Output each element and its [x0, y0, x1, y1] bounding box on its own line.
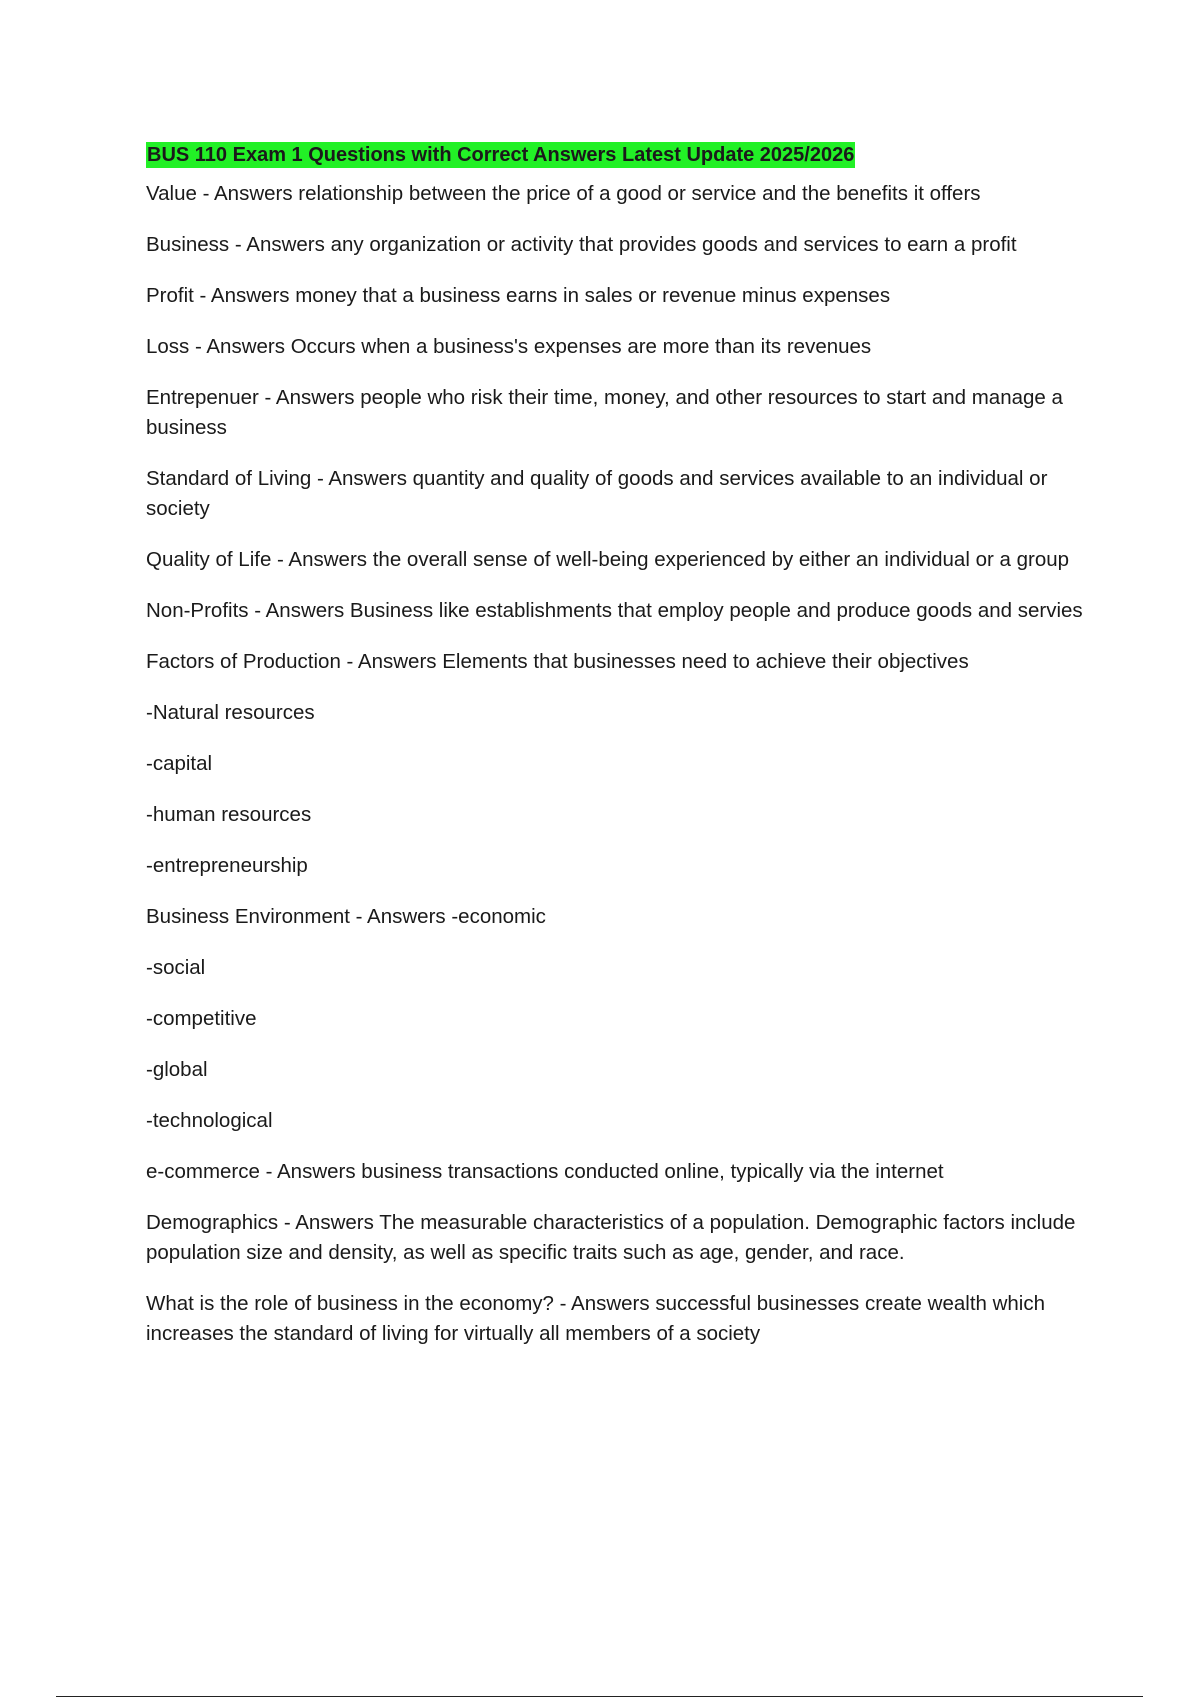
document-page: [146, 142, 1096, 1370]
list-item: -capital: [146, 752, 213, 775]
paragraph-profit: Profit - Answers money that a business earns in sales or revenue minus expenses: [146, 284, 891, 307]
paragraph-business: Business - Answers any organization or activity that provides goods and services to earn a profit: [146, 233, 1017, 256]
list-item: -human resources: [146, 803, 312, 826]
list-item: -entrepreneurship: [146, 854, 308, 877]
paragraph-e-commerce: e-commerce - Answers business transactions conducted online, typically via the internet: [146, 1160, 944, 1183]
page-bottom-divider: [56, 1696, 1143, 1697]
paragraph-loss: Loss - Answers Occurs when a business's expenses are more than its revenues: [146, 335, 872, 358]
paragraph-role-of-business: What is the role of business in the economy? - Answers successful businesses create wealth which increases the standard of living for virtually all members of a society: [146, 1292, 1046, 1345]
paragraph-non-profits: Non-Profits - Answers Business like establishments that employ people and produce goods and servies: [146, 599, 1083, 622]
document-title: BUS 110 Exam 1 Questions with Correct Answers Latest Update 2025/2026: [147, 144, 855, 166]
list-item: -social: [146, 956, 206, 979]
paragraph-factors-of-production: Factors of Production - Answers Elements that businesses need to achieve their objectives: [146, 650, 969, 673]
paragraph-entrepreneur: Entrepenuer - Answers people who risk their time, money, and other resources to start and manage a business: [146, 386, 1063, 439]
list-item: -competitive: [146, 1007, 257, 1030]
paragraph-quality-of-life: Quality of Life - Answers the overall sense of well-being experienced by either an individual or a group: [146, 548, 1070, 571]
paragraph-value: Value - Answers relationship between the price of a good or service and the benefits it offers: [146, 182, 981, 205]
paragraph-demographics: Demographics - Answers The measurable characteristics of a population. Demographic factors include population size and density, as well as specific traits such as age, gender, and race.: [146, 1211, 1076, 1264]
paragraph-standard-of-living: Standard of Living - Answers quantity and quality of goods and services available to an individual or society: [146, 467, 1048, 520]
list-item: -global: [146, 1058, 208, 1081]
list-item: -technological: [146, 1109, 273, 1132]
paragraph-business-environment: Business Environment - Answers -economic: [146, 905, 546, 928]
list-item: -Natural resources: [146, 701, 315, 724]
